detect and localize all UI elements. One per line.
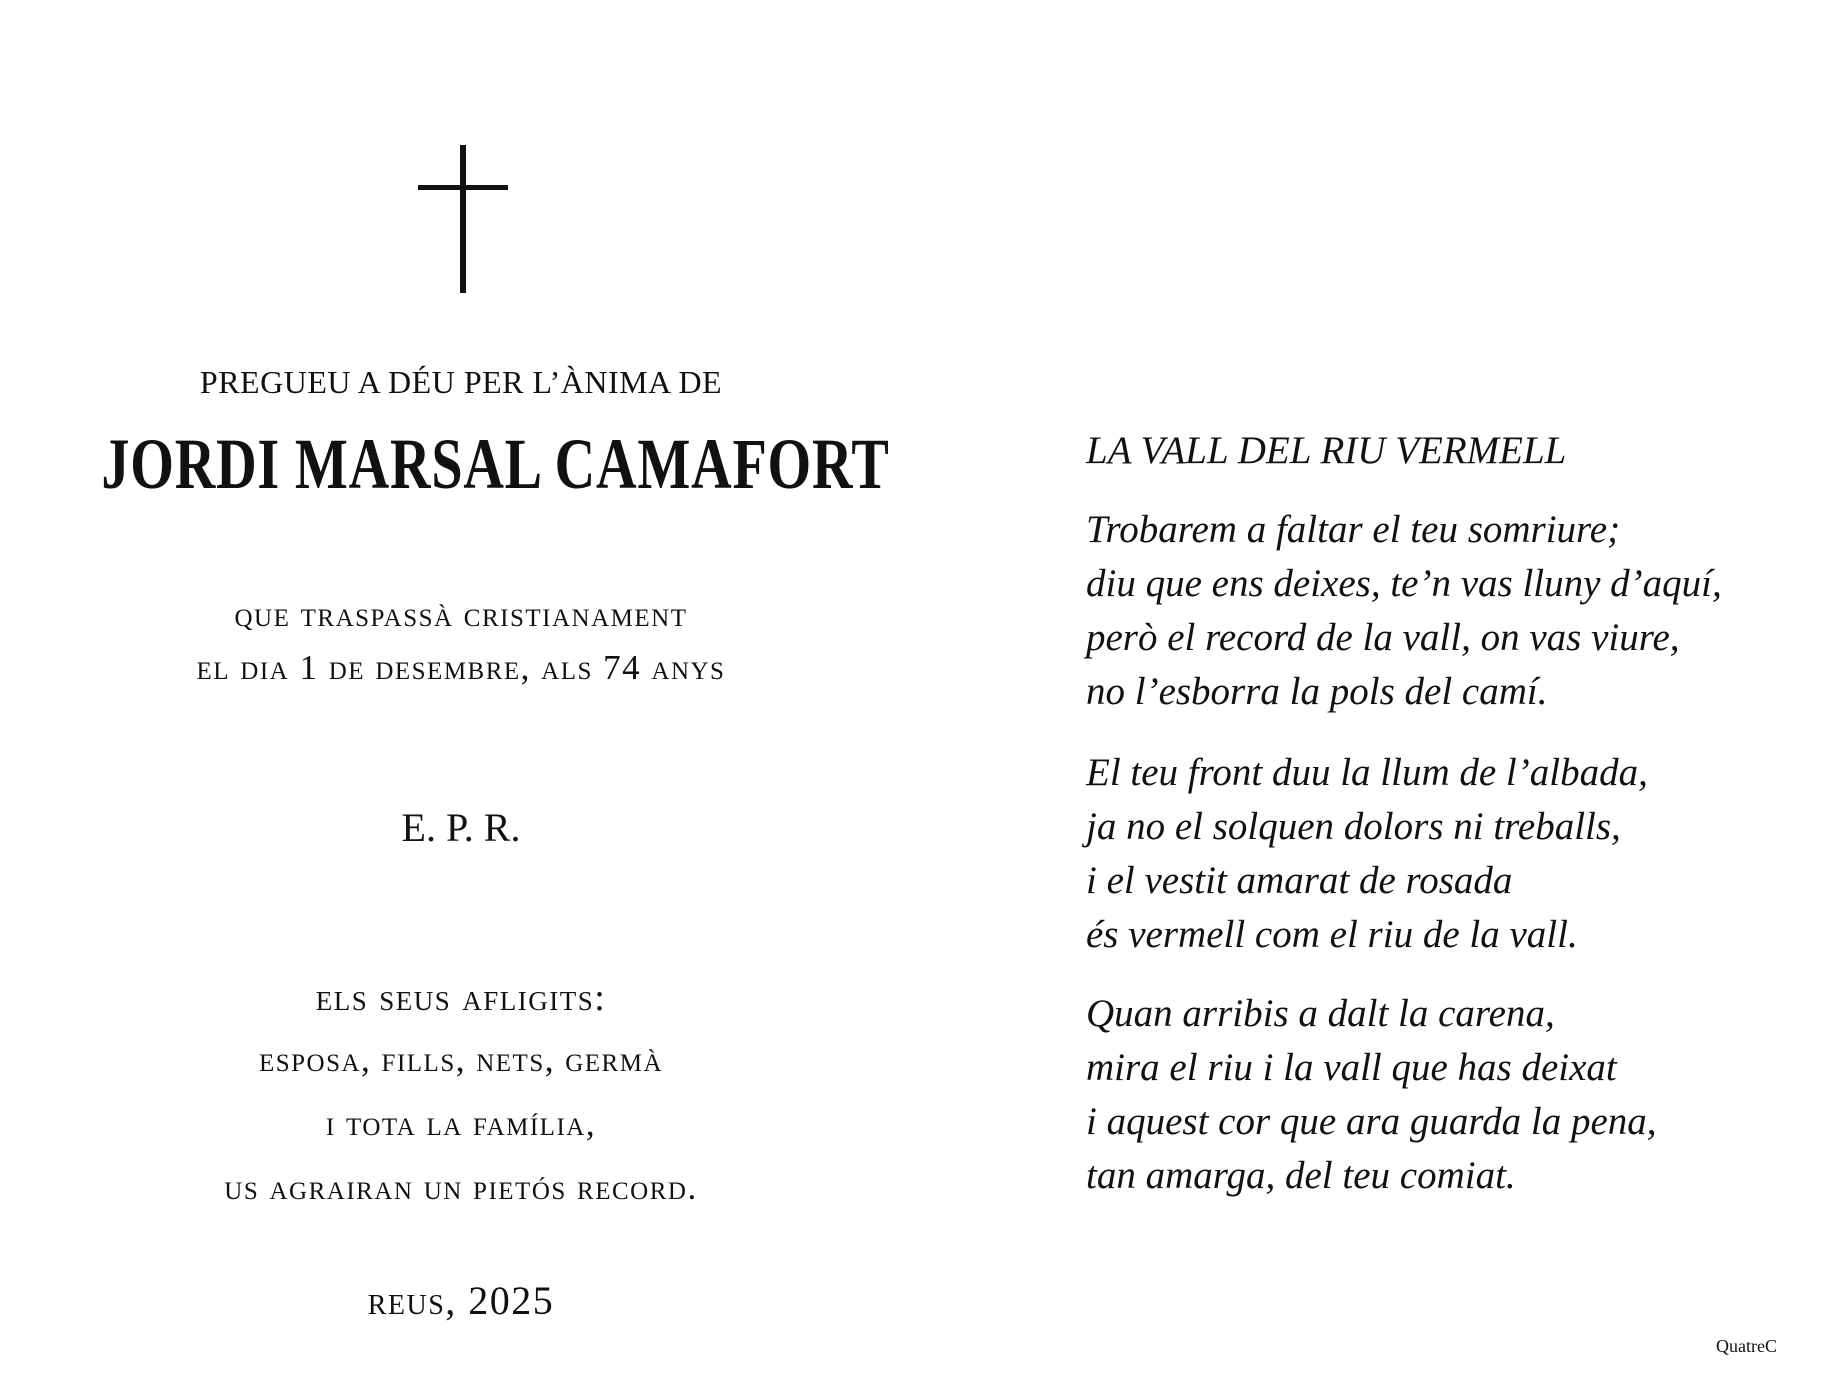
mourners-line-1: esposa, fills, nets, germà (258, 1040, 664, 1079)
place-date: reus, 2025 (367, 1278, 555, 1323)
poem-line: mira el riu i la vall que has deixat (1086, 1046, 1617, 1089)
poem-line: però el record de la vall, on vas viure, (1086, 616, 1680, 659)
poem-stanza-3 (1086, 987, 1657, 1203)
poem-line: no l’esborra la pols del camí. (1086, 670, 1548, 713)
poem-line: i aquest cor que ara guarda la pena, (1086, 1100, 1657, 1143)
mourners-line-2: i tota la família, (325, 1104, 597, 1143)
poem-panel (1086, 0, 1786, 1394)
cross-icon (418, 145, 508, 293)
poem-line: diu que ens deixes, te’n vas lluny d’aquí, (1086, 562, 1722, 605)
death-line-1: que traspassà cristianament (234, 595, 688, 634)
epr-label: E. P. R. (401, 805, 521, 850)
death-line-2: el dia 1 de desembre, als 74 anys (196, 648, 726, 687)
mourners-line-3: us agrairan un pietós record. (224, 1168, 698, 1207)
poem-line: Trobarem a faltar el teu somriure; (1086, 508, 1621, 551)
deceased-name: JORDI MARSAL CAMAFORT (101, 424, 890, 504)
printer-credit: QuatreC (1716, 1336, 1777, 1356)
poem-line: Quan arribis a dalt la carena, (1086, 992, 1555, 1035)
poem-line: i el vestit amarat de rosada (1086, 859, 1513, 902)
poem-line: tan amarga, del teu comiat. (1086, 1154, 1516, 1197)
poem-stanza-2 (1086, 746, 1648, 962)
poem-line: és vermell com el riu de la vall. (1086, 913, 1578, 956)
prayer-intro: PREGUEU A DÉU PER L’ÀNIMA DE (199, 364, 723, 400)
poem-line: ja no el solquen dolors ni treballs, (1086, 805, 1621, 848)
poem-title: LA VALL DEL RIU VERMELL (1086, 429, 1567, 472)
mourners-heading: els seus afligits: (315, 977, 607, 1019)
poem-line: El teu front duu la llum de l’albada, (1086, 751, 1648, 794)
poem-stanza-1 (1086, 503, 1722, 719)
